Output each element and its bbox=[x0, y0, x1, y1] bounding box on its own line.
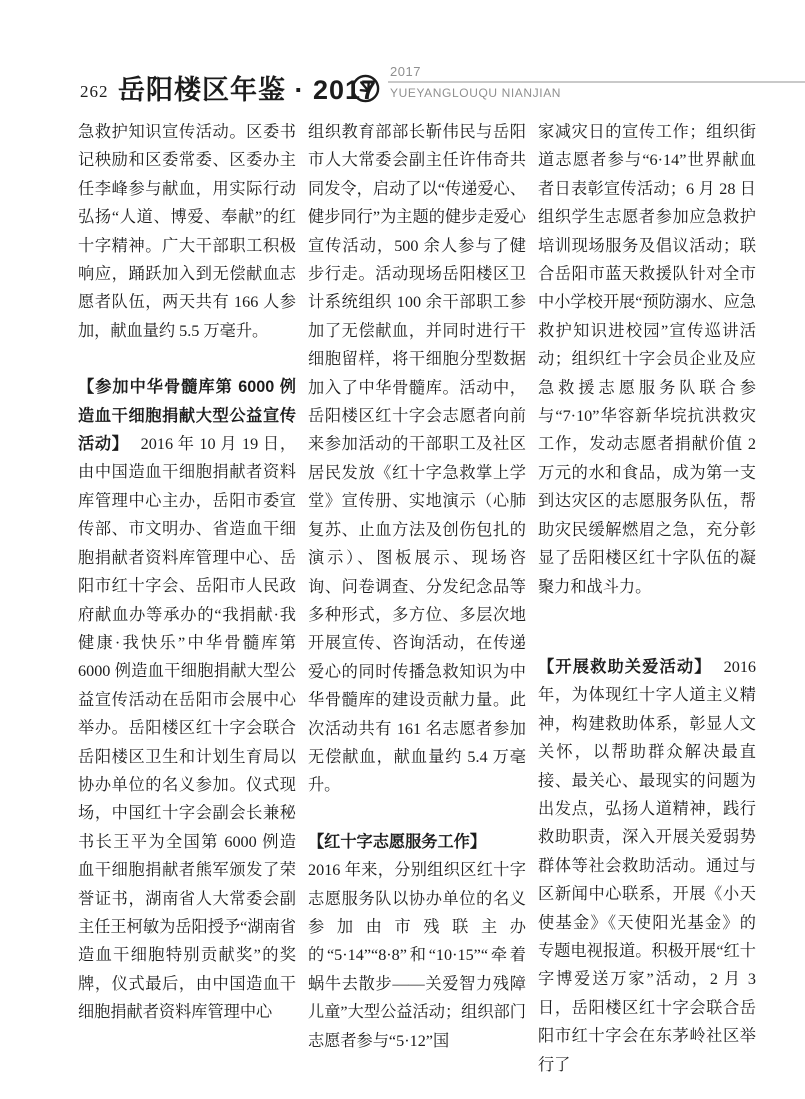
entry-paragraph bbox=[308, 828, 526, 1055]
text-column-3 bbox=[538, 118, 756, 1079]
entry-heading: 【开展救助关爱活动】 bbox=[538, 657, 712, 676]
page-header bbox=[78, 58, 805, 108]
body-paragraph bbox=[78, 118, 296, 345]
paragraph-text: 2016 年 10 月 19 日，由中国造血干细胞捐献者资料库管理中心主办，岳阳市委宣传部、市文明办、省造血干细胞捐献者资料库管理中心、岳阳市红十字会、岳阳市人民政府献血办等承办的“我捐献·我健康·我快乐”中华骨髓库第 6000 例造血干细胞捐献大型公益宣传活动在岳阳市会展中心举办。岳阳楼区红十字会联合岳阳楼区卫生和计划生育局以协办单位的名义参加。仪式现场，中国红十字会副会长兼秘书长王平为全国第 6000 例造血干细胞捐献者熊军颁发了荣誉证书，湖南省人大常委会副主任王柯敏为岳阳授予“湖南省造血干细胞特别贡献奖”的奖牌，仪式最后，由中国造血干细胞捐献者资料库管理中心 bbox=[78, 435, 297, 1022]
paragraph-text: 组织教育部部长靳伟民与岳阳市人大常委会副主任许伟奇共同发令，启动了以“传递爱心、健步同行”为主题的健步走爱心宣传活动，500 余人参与了健步行走。活动现场岳阳楼区卫计系统组织 100 余干部职工参加了无偿献血，并同时进行干细胞留样，将干细胞分型数据加入了中华骨髓库。活动中，岳阳楼区红十字会志愿者向前来参加活动的干部职工及社区居民发放《红十字急救掌上学堂》宣传册、实地演示（心肺复苏、止血方法及创伤包扎的演示）、图板展示、现场咨询、问卷调查、分发纪念品等多种形式，多方位、多层次地开展宣传、咨询活动，在传递爱心的同时传播急救知识为中华骨髓库的建设贡献力量。此次活动共有 161 名志愿者参加无偿献血，献血量约 5.4 万毫升。 bbox=[308, 123, 526, 795]
entry-paragraph bbox=[78, 373, 296, 1026]
header-divider bbox=[388, 81, 805, 83]
paragraph-text: 家减灾日的宣传工作；组织街道志愿者参与“6·14”世界献血者日表彰宣传活动；6 月 28 日组织学生志愿者参加应急救护培训现场服务及倡议活动；联合岳阳市蓝天救援队针对全市中小学校开展“预防溺水、应急救护知识进校园”宣传巡讲活动；组织红十字会员企业及应急救援志愿服务队联合参与“7·10”华容新华垸抗洪救灾工作，发动志愿者捐献价值 2 万元的水和食品，成为第一支到达灾区的志愿服务队伍，帮助灾民缓解燃眉之急，充分彰显了岳阳楼区红十字队伍的凝聚力和战斗力。 bbox=[538, 123, 756, 596]
text-column-1 bbox=[78, 118, 296, 1079]
header-right-block bbox=[388, 64, 805, 100]
entry-heading: 【红十字志愿服务工作】 bbox=[308, 832, 487, 851]
entry-paragraph bbox=[538, 653, 756, 1079]
page-number: 262 bbox=[80, 82, 109, 101]
paragraph-text: 2016 年来，分别组织区红十字志愿服务队以协办单位的名义参加由市残联主办的“5·14”“8·8”和“10·15”“牵着蜗牛去散步——关爱智力残障儿童”大型公益活动；组织部门志愿者参与“5·12”国 bbox=[308, 861, 526, 1050]
arrow-down-circle-icon bbox=[350, 73, 381, 104]
entry-heading: 【参加中华骨髓库第 6000 例造血干细胞捐献大型公益宣传活动】 bbox=[78, 378, 296, 454]
page-body bbox=[78, 118, 756, 1079]
body-paragraph bbox=[308, 118, 526, 800]
page-title: 岳阳楼区年鉴 · 2017 bbox=[118, 75, 378, 105]
body-paragraph bbox=[538, 118, 756, 601]
text-column-2 bbox=[308, 118, 526, 1079]
paragraph-text: 2016 年，为体现红十字人道主义精神，构建救助体系，彰显人文关怀，以帮助群众解决最直接、最关心、最现实的问题为出发点，弘扬人道精神，践行救助职责，深入开展关爱弱势群体等社会救助活动。通过与区新闻中心联系，开展《小天使基金》《天使阳光基金》的专题电视报道。积极开展“红十字博爱送万家”活动，2 月 3 日，岳阳楼区红十字会联合岳阳市红十字会在东茅岭社区举行了 bbox=[538, 657, 756, 1074]
header-year: 2017 bbox=[390, 64, 421, 79]
header-pinyin-caption: YUEYANGLOUQU NIANJIAN bbox=[390, 86, 562, 100]
paragraph-text: 急救护知识宣传活动。区委书记秧励和区委常委、区委办主任李峰参与献血，用实际行动弘扬“人道、博爱、奉献”的红十字精神。广大干部职工积极响应，踊跃加入到无偿献血志愿者队伍，两天共有 166 人参加，献血量约 5.5 万毫升。 bbox=[78, 123, 296, 340]
